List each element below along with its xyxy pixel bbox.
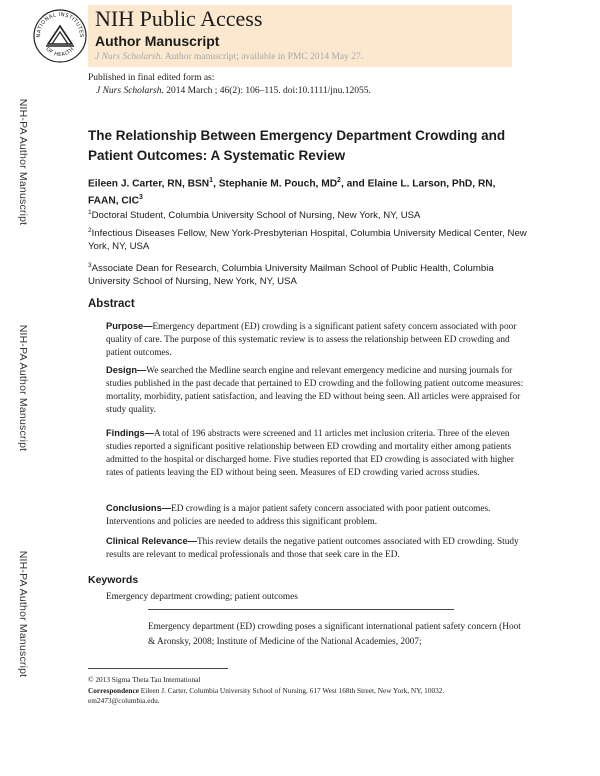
section-divider (148, 609, 454, 610)
logo-bottom-text: OF HEALTH (44, 46, 76, 59)
abstract-clinical-relevance: Clinical Relevance—This review details the negative patient outcomes associated with ED crowding. Study results are relevant to medical professionals and those that seek care in the ED. (106, 536, 519, 560)
author-name: Elaine L. Larson, PhD, RN, FAAN, CIC (88, 178, 496, 207)
banner-journal: J Nurs Scholarsh. (95, 52, 163, 62)
sidebar-label: NIH-PA Author Manuscript (17, 98, 29, 226)
nih-seal-logo (32, 8, 88, 64)
banner-availability (95, 52, 363, 62)
author-affiliation-mark: 3 (138, 194, 143, 202)
logo-top-text: NATIONAL INSTITUTES (35, 11, 85, 38)
abstract-purpose: Purpose—Emergency department (ED) crowding is a significant patient safety concern associated with poor quality of care. The purpose of this systematic review is to assess the relationship between ED crowding and patient outcomes. (106, 321, 517, 358)
citation (88, 85, 371, 98)
footnote (88, 675, 508, 707)
author-name: Stephanie M. Pouch, MD (218, 178, 338, 190)
keywords-heading: Keywords (88, 574, 139, 586)
citation-details: . 2014 March ; 46(2): 106–115. doi:10.1111/jnu.12055. (161, 86, 371, 96)
author-affiliation-mark: 1 (209, 177, 214, 184)
footnote-divider (88, 668, 228, 669)
abstract-conclusions: Conclusions—ED crowding is a major patient safety concern associated with poor patient outcomes. Interventions and policies are needed to address this significant problem. (106, 503, 491, 527)
citation-journal: J Nurs Scholarsh (96, 86, 162, 96)
banner-subtitle: Author Manuscript (95, 33, 220, 49)
affiliation: $^1$Doctoral Student, Columbia University School of Nursing, New York, NY, USA (88, 209, 421, 222)
copyright: © 2013 Sigma Theta Tau International (88, 675, 201, 684)
body-paragraph: Emergency department (ED) crowding poses a significant international patient safety concern (Hoot & Aronsky, 2008; Institute of Medicine of the National Academies, 2007; (148, 622, 521, 647)
banner-title: NIH Public Access (95, 6, 263, 31)
publication-info (88, 72, 371, 98)
abstract-heading: Abstract (88, 298, 135, 310)
abstract-findings: Findings—A total of 196 abstracts were screened and 11 articles met inclusion criteria. Three of the eleven studies reported a significant positive relationship between ED crowding and mortality either among patients admitted to the hospital or discharged home. Five studies reported that ED crowding is associated with higher rates of patients leaving the ED without being seen. Measures of ED crowding varied across studies. (106, 428, 515, 478)
affiliation: $^2$Infectious Diseases Fellow, New York-Presbyterian Hospital, Columbia University Medical Center, New York, NY, USA (88, 227, 527, 253)
abstract-design: Design—We searched the Medline search engine and relevant emergency medicine and nursing journals for studies published in the past decade that pertained to ED crowding and the following patient outcome measures: mortality, morbidity, patient satisfaction, and leaving the ED without being seen. All articles were appraised for study quality. (106, 365, 524, 415)
banner-availability-text: Author manuscript; available in PMC 2014 May 27. (164, 52, 364, 62)
nih-banner (88, 5, 512, 67)
svg-text:OF HEALTH (44, 46, 75, 58)
author-list: Eileen J. Carter, RN, BSN$^1$, Stephanie M. Pouch, $MD^2$, and Elaine L. Larson, PhD, RN, FAAN, CIC$^3$ (88, 177, 496, 207)
correspondence-text: Eileen J. Carter, Columbia University School of Nursing, 617 West 168th Street, New York, NY, 10032. em2473@columbia.edu. (88, 685, 445, 705)
article-title: The Relationship Between Emergency Department Crowding and Patient Outcomes: A Systematic Review (88, 128, 506, 163)
correspondence (88, 686, 508, 707)
author-affiliation-mark: 2 (337, 177, 341, 184)
sidebar-label: NIH-PA Author Manuscript (17, 324, 29, 452)
keywords-list: Emergency department crowding; patient outcomes (106, 592, 298, 602)
sidebar-label: NIH-PA Author Manuscript (17, 550, 29, 678)
correspondence-label: Correspondence (88, 685, 139, 695)
author-name: Eileen J. Carter, RN, BSN (88, 178, 210, 190)
published-line: Published in final edited form as: (88, 73, 215, 83)
affiliation: $^3$Associate Dean for Research, Columbia University Mailman School of Public Health, Columbia University School of Nursing, New York, NY, USA (88, 262, 494, 288)
